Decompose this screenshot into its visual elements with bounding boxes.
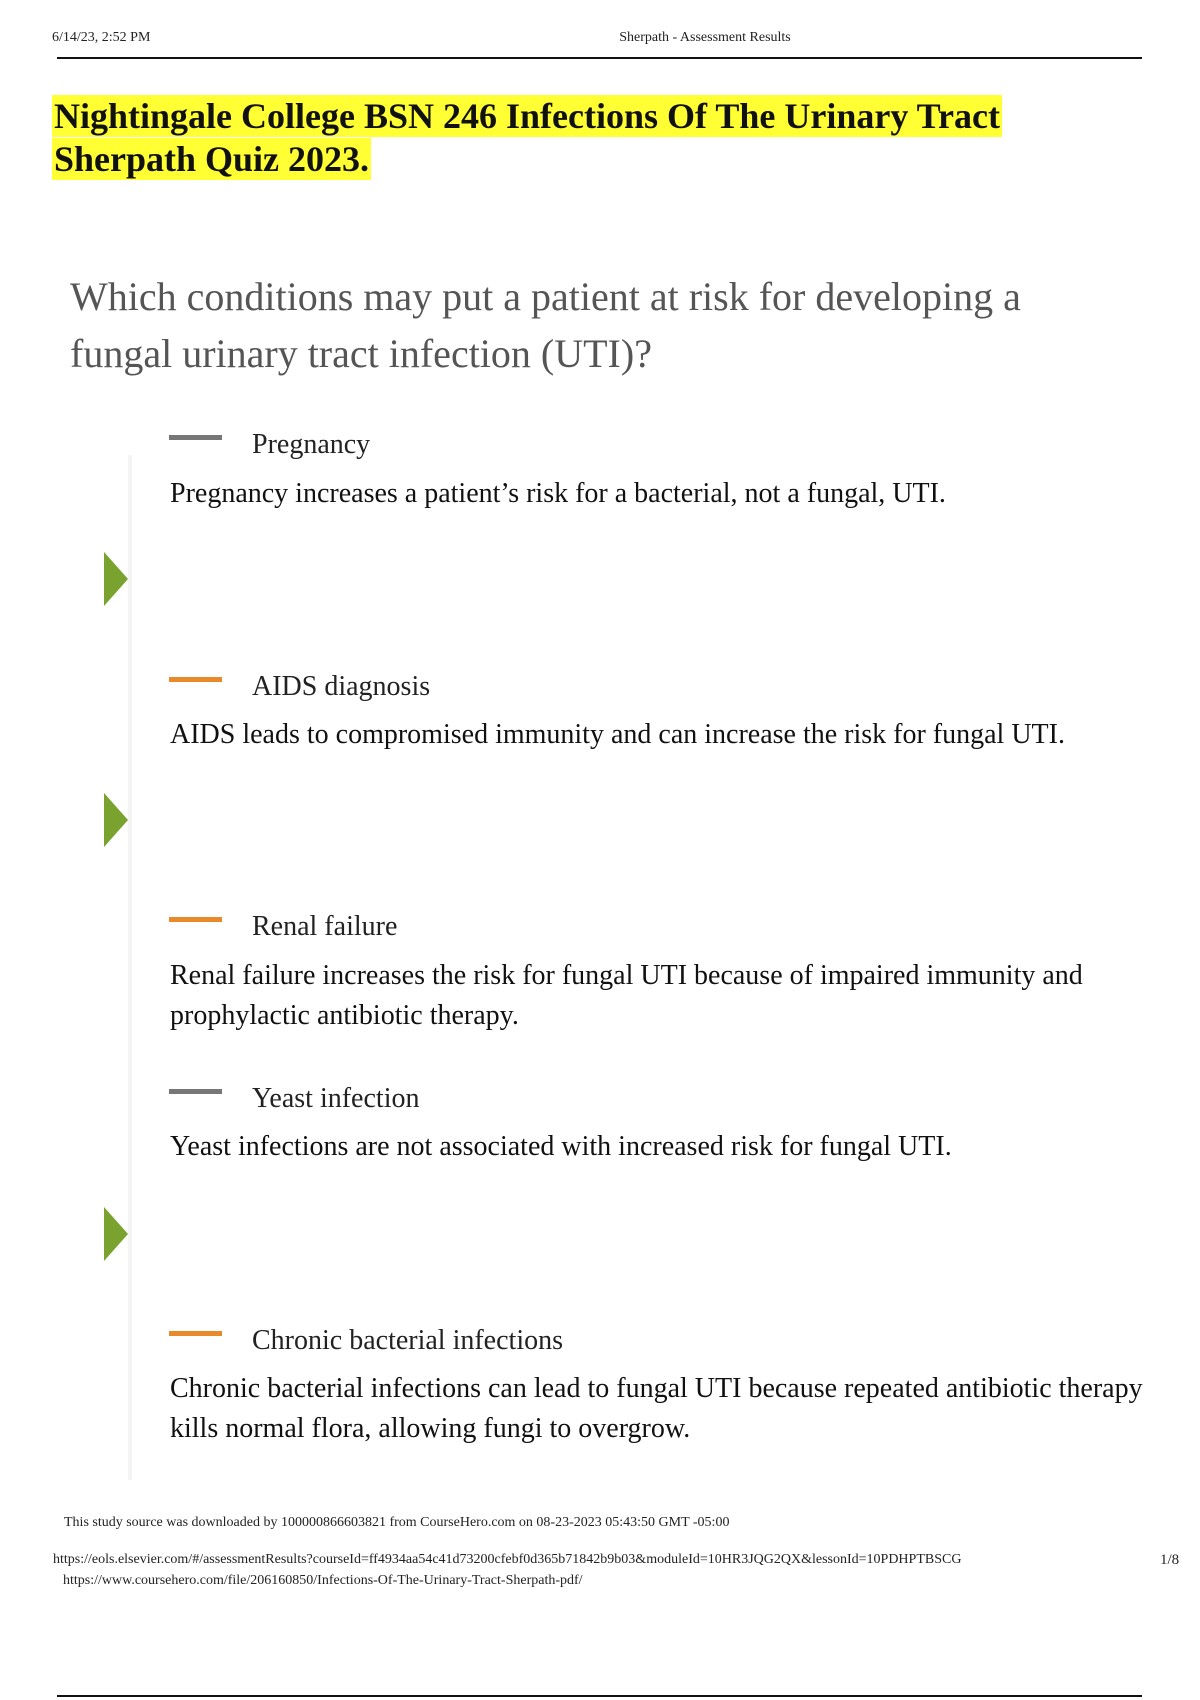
document-title (52, 95, 1102, 181)
answer-option-yeast-infection (169, 1081, 1069, 1117)
page-number: 1/8 (1160, 1552, 1180, 1568)
answer-option-label: Chronic bacterial infections (252, 1325, 563, 1356)
selected-dash-icon (169, 677, 222, 682)
print-page-title: Sherpath - Assessment Results (619, 30, 791, 45)
question-text: Which conditions may put a patient at risk for developing a fungal urinary tract infection (UTI)? (70, 274, 1021, 376)
answer-rationale: Renal failure increases the risk for fungal UTI because of impaired immunity and prophylactic antibiotic therapy. (170, 960, 1083, 1031)
answer-option-label: Pregnancy (252, 429, 371, 460)
correct-answer-arrow-icon (104, 1207, 128, 1261)
answer-option-label: AIDS diagnosis (252, 671, 431, 702)
unselected-dash-icon (169, 1089, 222, 1094)
answer-option-pregnancy (169, 427, 1069, 463)
answer-rationale: Pregnancy increases a patient’s risk for a bacterial, not a fungal, UTI. (170, 478, 946, 509)
correct-answer-arrow-icon (104, 552, 128, 606)
answer-option-chronic-bacterial-infections (169, 1323, 1069, 1359)
answer-option-aids-diagnosis (169, 669, 1069, 705)
answer-option-label: Renal failure (252, 911, 398, 942)
answer-rationale: Yeast infections are not associated with increased risk for fungal UTI. (170, 1131, 952, 1162)
print-datetime: 6/14/23, 2:52 PM (52, 30, 151, 45)
answer-rationale: AIDS leads to compromised immunity and can increase the risk for fungal UTI. (170, 719, 1065, 750)
title-line-1: Nightingale College BSN 246 Infections Of The Urinary Tract (54, 96, 1000, 136)
answer-rail (128, 455, 132, 1480)
unselected-dash-icon (169, 435, 222, 440)
download-source-note: This study source was downloaded by 100000866603821 from CourseHero.com on 08-23-2023 05:43:50 GMT -05:00 (64, 1515, 730, 1530)
correct-answer-arrow-icon (104, 793, 128, 847)
selected-dash-icon (169, 917, 222, 922)
header-divider (57, 57, 1142, 59)
answer-option-renal-failure (169, 909, 1069, 945)
answer-option-label: Yeast infection (252, 1083, 420, 1114)
title-line-2: Sherpath Quiz 2023. (54, 139, 370, 179)
source-url[interactable]: https://eols.elsevier.com/#/assessmentResults?courseId=ff4934aa54c41d73200cfebf0d365b71842b9b03&moduleId=10HR3JQG2QX&lessonId=10PDHPTBSCG (53, 1552, 962, 1567)
selected-dash-icon (169, 1331, 222, 1336)
answer-rationale: Chronic bacterial infections can lead to fungal UTI because repeated antibiotic therapy kills normal flora, allowing fungi to overgrow. (170, 1373, 1143, 1444)
footer-divider (57, 1695, 1142, 1697)
coursehero-url[interactable]: https://www.coursehero.com/file/206160850/Infections-Of-The-Urinary-Tract-Sherpath-pdf/ (63, 1573, 583, 1588)
